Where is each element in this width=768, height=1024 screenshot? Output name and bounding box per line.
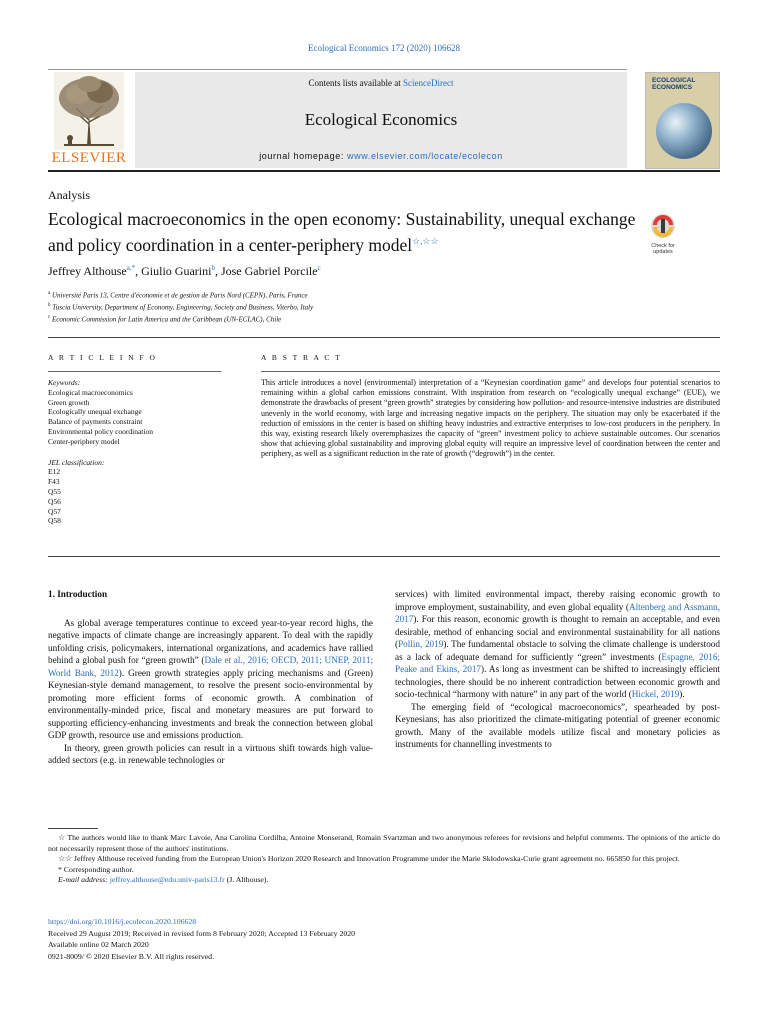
header-top-divider [48,69,627,70]
body-paragraph: The emerging field of “ecological macroeconomics”, spearheaded by post-Keynesians, has also prioritized the climate-mitigating potential of greener economic growth. Many of the available models utilize fiscal and monetary policies as instruments for channelling investments to [395,701,720,749]
cover-title: ECOLOGICAL ECONOMICS [652,77,696,91]
footnotes [48,833,720,886]
paragraph-text: ). As long as investment can be shifted to increasingly efficient technologies, there should be no inherent contradiction between economic growth and socio-technical “harmony with nature” in any part of the world ( [395,664,720,699]
jel-code: F43 [48,477,60,487]
citation-link[interactable]: Pollin, 2019 [398,639,444,649]
email-link[interactable]: jeffrey.althouse@edu.univ-paris13.fr [109,875,225,884]
journal-header [135,72,627,168]
email-suffix: (J. Althouse). [224,875,269,884]
citation-link[interactable]: Hickel, 2019 [631,689,680,699]
affiliation-mark: c [48,314,51,320]
section-heading: 1. Introduction [48,589,108,599]
elsevier-logo [48,72,130,167]
available-online: Available online 02 March 2020 [48,940,149,950]
affiliation-line [48,301,313,313]
affiliation-line [48,313,313,325]
body-paragraph [48,617,373,742]
jel-code: Q57 [48,506,61,516]
jel-code: Q55 [48,486,61,496]
title-footnote-marks[interactable]: ☆,☆☆ [412,236,439,246]
email-label: E-mail address: [58,875,110,884]
abstract-text: This article introduces a novel (environmental) interpretation of a “Keynesian coordination game” and develops four potential scenarios to remaining within a global carbon emissions constraint. With inspiration from research on “ecologically unequal exchange” (EUE), we demonstrate the drawbacks of present “green growth” strategies by considering how pollution- and resource-intensive industries are distributed unevenly in the world economy, with large and increasing negative impacts on the periphery. The situation may only be exacerbated if the reduction of emissions in the center is based on shifting heavy industries and extractive enterprises to low-cost producers in the periphery. In this way, existing research likely overemphasizes the capacity of “green” investment policy to achieve sustainable outcomes. Our scenarios show that achieving global sustainability and improving global equity will require an impressive level of coordination between the center and periphery, as well as a significant reduction in the rate of growth (“degrowth”) in the center. [261,378,720,459]
article-info-heading: A R T I C L E I N F O [48,353,157,362]
globe-icon [656,103,712,159]
paragraph-text: services) with limited environmental impact, thereby raising economic growth to improve employment, sustainability, and even global equality ( [395,589,720,612]
keyword-item: Green growth [48,397,90,407]
author-affil-mark[interactable]: b [211,264,215,272]
affiliation-text: Tuscia University, Department of Economy, Engineering, Society and Business, Viterbo, Italy [52,303,314,312]
article-title [48,208,648,256]
publication-info [48,916,355,962]
jel-label: JEL classification: [48,457,105,467]
article-title-text: Ecological macroeconomics in the open economy: Sustainability, unequal exchange and policy coordination in a center-periphery model [48,209,636,255]
affiliation-mark: b [48,302,51,308]
paragraph-text: ). Green growth strategies apply pricing mechanisms and (Green) Keynesian-style demand management, to resolve the present socio-environmental by promoting more efficient forms of economic growth. A combination of environmentally-minded price, fiscal and monetary measures are put forward to supporting efficiency-enhancing investments and break the connection between global GDP growth, resource use and emissions production. [48,667,373,740]
jel-code: E12 [48,467,61,477]
journal-reference-link[interactable]: Ecological Economics 172 (2020) 106628 [308,43,460,53]
check-updates-label-2: updates [653,249,673,255]
paragraph-text: As global average temperatures continue to exceed year-to-year record highs, the negative impacts of climate change are increasingly apparent. To deal with the rapidly unfolding crisis, policymakers, international organizations, and academics have rallied behind a global push for “green growth” ( [48,617,373,665]
body-paragraph [395,588,720,701]
header-bottom-divider [48,170,720,172]
keyword-item: Balance of payments constraint [48,417,143,427]
keyword-item: Center-periphery model [48,436,120,446]
author-affil-mark[interactable]: a,* [126,264,136,272]
affiliation-line [48,289,313,301]
paragraph-text: ). [679,689,685,699]
check-updates-label-1: Check for [651,243,675,249]
citation-link[interactable]: Espagne, 2016; Peake and Ekins, 2017 [395,651,720,674]
keyword-item: Ecological macroeconomics [48,387,133,397]
article-info-top-divider [48,337,720,338]
journal-title: Ecological Economics [304,110,458,129]
jel-code: Q58 [48,516,61,526]
homepage-prefix: journal homepage: [259,151,348,161]
check-for-updates-badge[interactable] [643,211,683,257]
keyword-item: Environmental policy coordination [48,426,153,436]
footnote-email [48,875,720,886]
citation-link[interactable]: Altenberg and Assmann, 2017 [395,601,720,624]
body-column-right [395,588,720,751]
jel-code: Q56 [48,496,61,506]
author-affil-mark[interactable]: c [317,264,321,272]
publisher-name: ELSEVIER [51,150,127,166]
author-name[interactable]: Jose Gabriel Porcile [220,264,318,278]
sciencedirect-link[interactable]: ScienceDirect [403,78,454,88]
citation-link[interactable]: Dale et al., 2016; OECD, 2011; UNEP, 2011; World Bank, 2012 [48,655,374,678]
footnote: * Corresponding author. [58,864,134,874]
copyright: 0921-8009/ © 2020 Elsevier B.V. All rights reserved. [48,951,215,961]
journal-homepage [135,151,627,161]
author-separator: , [214,264,221,278]
author-list [48,264,321,279]
homepage-link[interactable]: www.elsevier.com/locate/ecolecon [347,151,503,161]
footnote: ☆ The authors would like to thank Marc Lavoie, Ana Carolina Cordilha, Antoine Monserand, Romain Svartzman and two anonymous referees for revisions and helpful comments. The opinions of the article do not necessarily represent those of the authors' institutions. [48,833,720,853]
keywords-block [48,378,153,526]
article-info-rule [48,371,221,372]
affiliation-text: Université Paris 13, Centre d'économie et de gestion de Paris Nord (CEPN), Paris, France [51,291,308,300]
abstract-rule [261,371,720,372]
journal-cover-image[interactable] [645,72,720,169]
paragraph-text: ). For this reason, economic growth is thought to remain an acceptable, and even desirable, method of enhancing social and environmental sustainability for all nations ( [395,614,720,649]
paragraph-text: ). The fundamental obstacle to solving the climate challenge is understood as a lack of adequate demand for sufficiently “green” investments ( [395,639,720,662]
affiliation-text: Economic Commission for Latin America and the Caribbean (UN-ECLAC), Chile [51,314,282,323]
keyword-item: Ecologically unequal exchange [48,407,142,417]
received-dates: Received 29 August 2019; Received in revised form 8 February 2020; Accepted 13 February 2020 [48,928,356,938]
affiliation-mark: a [48,291,51,296]
body-paragraph: In theory, green growth policies can result in a virtuous shift towards high value-added sectors (e.g. in renewable technologies or [48,742,373,765]
keywords-label: Keywords: [48,378,81,387]
contents-line [135,78,627,88]
abstract-heading: A B S T R A C T [261,353,342,362]
footnote-rule [48,828,98,829]
author-name[interactable]: Giulio Guarini [141,264,212,278]
contents-prefix: Contents lists available at [308,78,403,88]
author-name[interactable]: Jeffrey Althouse [48,264,127,278]
tree-icon [54,72,124,150]
body-column-left [48,588,373,767]
article-section-label: Analysis [48,188,90,202]
footnote: ☆☆ Jeffrey Althouse received funding from the European Union's Horizon 2020 Research and Innovation Programme under the Marie Skłodowska-Curie grant agreement no. 665850 for this project. [58,854,680,863]
doi-link[interactable]: https://doi.org/10.1016/j.ecolecon.2020.106628 [48,917,197,926]
author-separator: , [135,264,142,278]
abstract-bottom-divider [48,556,720,557]
affiliations [48,289,313,324]
